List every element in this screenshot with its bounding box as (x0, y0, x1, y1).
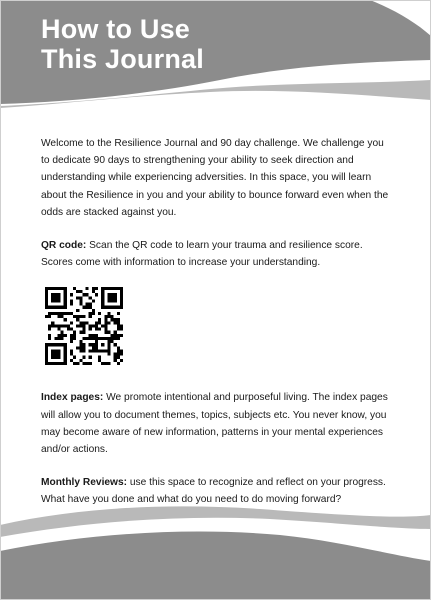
title-line-1: How to Use (41, 14, 191, 44)
monthly-reviews-heading: Monthly Reviews: (41, 477, 128, 489)
qr-code-text: Scan the QR code to learn your trauma and resilience score. Scores come with information to increase your understanding. (41, 240, 363, 269)
monthly-reviews-text: use this space to recognize and reflect on your progress. What have you done and what do you need to do moving forward? (41, 477, 386, 506)
intro-paragraph: Welcome to the Resilience Journal and 90 day challenge. We challenge you to dedicate 90 days to strengthening your ability to seek direction and understanding while experiencing adversities. In this space, you will learn about the Resilience in you and your ability to bounce forward even when the odds are stacked against you. (41, 138, 389, 218)
qr-code-section (41, 237, 393, 271)
journal-instructions (41, 135, 393, 525)
qr-code-icon[interactable] (45, 287, 123, 365)
index-pages-text: We promote intentional and purposeful living. The index pages will allow you to document themes, topics, subjects etc. You never know, you may become aware of new information, patterns in your mental experiences and/or actions. (41, 392, 388, 456)
index-pages-section (41, 389, 393, 458)
index-pages-heading: Index pages: (41, 392, 104, 404)
title-line-2: This Journal (41, 44, 204, 74)
page-title (41, 14, 204, 74)
monthly-reviews-section (41, 474, 393, 508)
qr-code-heading: QR code: (41, 240, 87, 252)
